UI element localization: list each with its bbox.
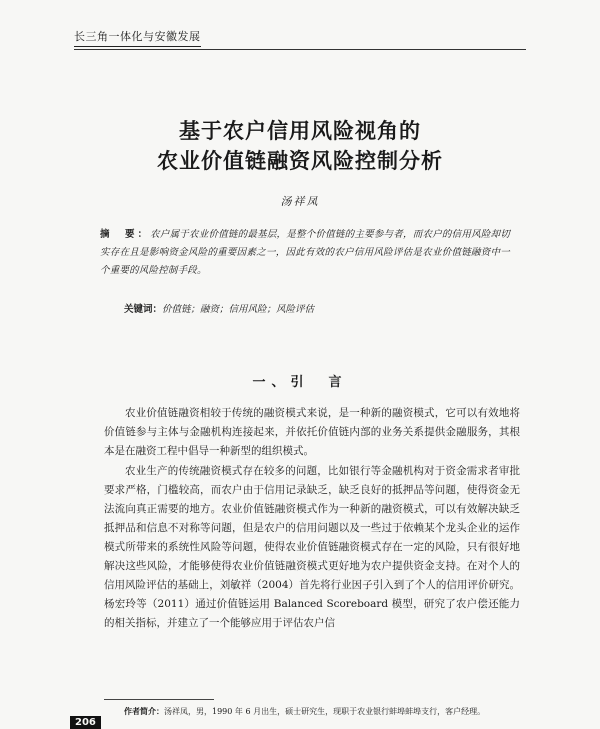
- page-number: 206: [70, 716, 101, 729]
- footnote-rule: [104, 699, 214, 700]
- body-text: [104, 404, 520, 634]
- header-rule: [74, 49, 526, 50]
- abstract: [100, 226, 510, 280]
- title-line-1: 基于农户信用风险视角的: [179, 119, 421, 143]
- paragraph: 农业生产的传统融资模式存在较多的问题，比如银行等金融机构对于资金需求者审批要求严格，门槛较高，而农户由于信用记录缺乏，缺乏良好的抵押品等问题，使得资金无法流向真正需要的地方。农业价值链融资模式作为一种新的融资模式，可以有效解决缺乏抵押品和信息不对称等问题，但是农户的信用问题以及一些过于依赖某个龙头企业的运作模式所带来的系统性风险等问题，使得农业价值链融资模式存在一定的风险，只有很好地解决这些风险，才能够使得农业价值链融资模式更好地为农户提供资金支持。在对个人的信用风险评估的基础上，刘敏祥（2004）首先将行业因子引入到了个人的信用评价研究。杨宏玲等（2011）通过价值链运用 Balanced Scoreboard 模型，研究了农户偿还能力的相关指标，并建立了一个能够应用于评估农户信: [104, 465, 520, 629]
- keywords-text: 价值链；融资；信用风险；风险评估: [162, 304, 315, 315]
- author-footnote: [124, 705, 524, 718]
- abstract-text: 农户属于农业价值链的最基层，是整个价值链的主要参与者，而农户的信用风险却切实存在且是影响资金风险的重要因素之一，因此有效的农户信用风险评估是农业价值链融资中一个重要的风险控制手段。: [100, 229, 510, 276]
- author: 汤祥凤: [280, 195, 320, 208]
- keywords: [124, 301, 524, 319]
- footnote-label: 作者简介：: [124, 706, 164, 716]
- footnote-text: 汤祥凤，男，1990 年 6 月出生，硕士研究生，现职于农业银行蚌埠蚌埠支行，客户经理。: [164, 707, 486, 716]
- keywords-label: 关键词：: [124, 304, 163, 315]
- abstract-label: 摘 要：: [100, 229, 151, 240]
- journal-header: 长三角一体化与安徽发展: [74, 28, 201, 47]
- title-line-2: 农业价值链融资风险控制分析: [157, 149, 443, 173]
- section-heading: 一、引 言: [252, 375, 348, 390]
- paragraph: 农业价值链融资相较于传统的融资模式来说，是一种新的融资模式，它可以有效地将价值链参与主体与金融机构连接起来，并依托价值链内部的业务关系提供金融服务，其根本是在融资工程中倡导一种新型的组织模式。: [104, 407, 520, 457]
